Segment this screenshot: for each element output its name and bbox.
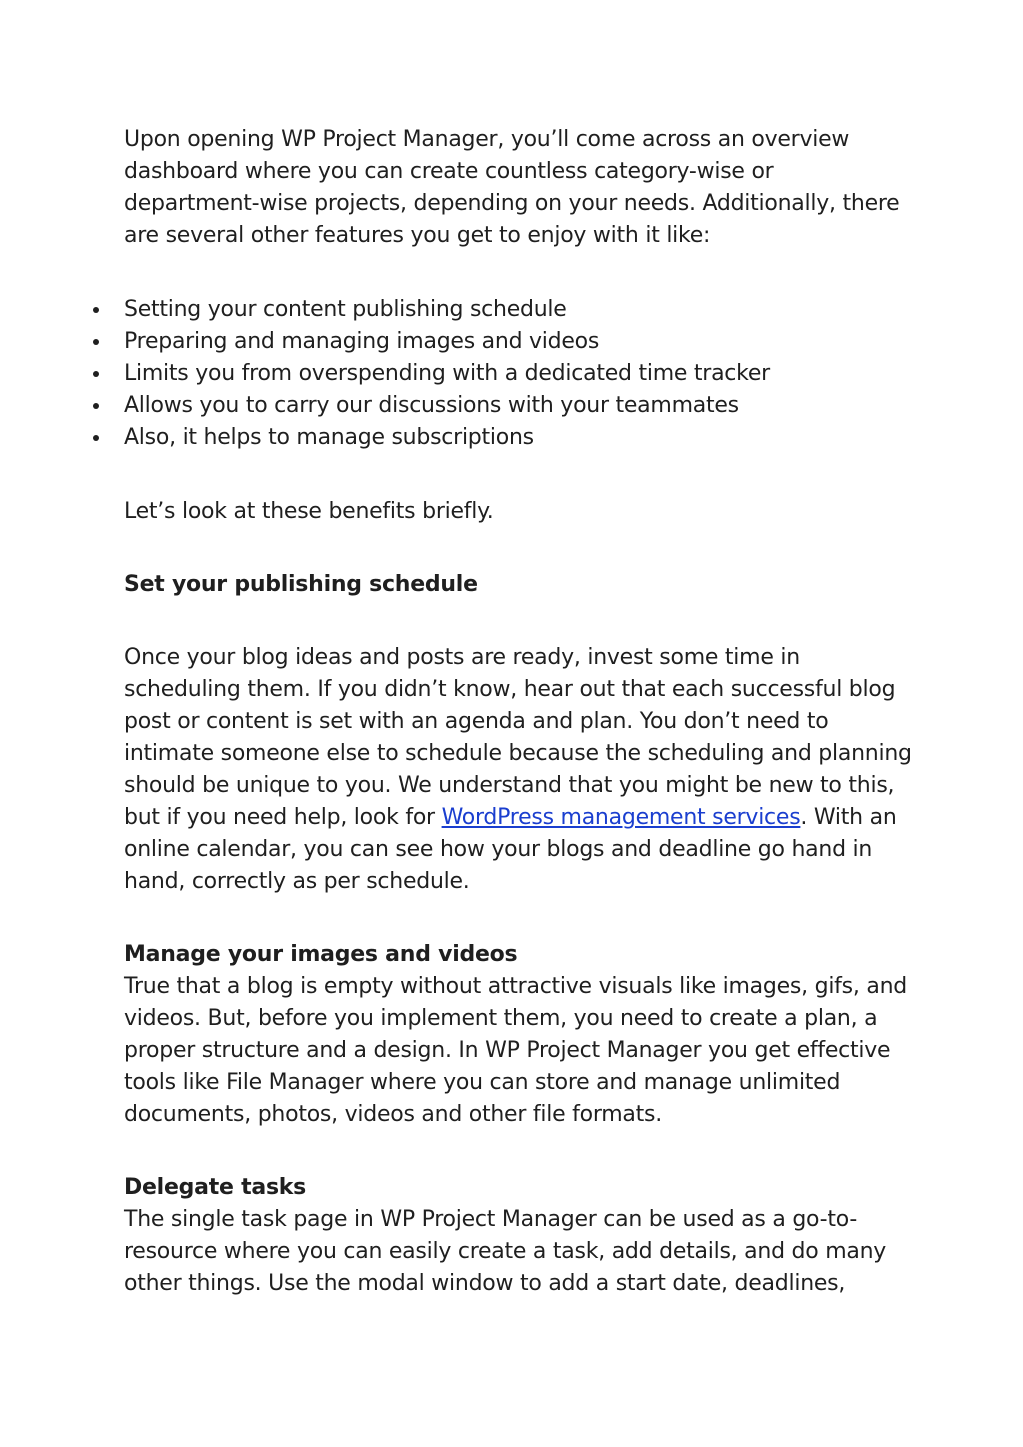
media-paragraph: True that a blog is empty without attractive visuals like images, gifs, and videos. But, before you implement them, you need to create a plan, a proper structure and a design. In WP Project Manager you get effective tools like File Manager where you can store and manage unlimited documents, photos, videos and other file formats.: [124, 974, 908, 1127]
list-item: [124, 390, 914, 422]
delegate-paragraph: The single task page in WP Project Manager can be used as a go-to-resource where you can easily create a task, add details, and do many other things. Use the modal window to add a start date, deadlines,: [124, 1207, 887, 1296]
list-item-text: Setting your content publishing schedule: [124, 297, 567, 322]
spacer: [124, 528, 914, 569]
list-item: [124, 422, 914, 454]
list-item-text: Also, it helps to manage subscriptions: [124, 425, 534, 450]
list-item-text: Preparing and managing images and videos: [124, 329, 600, 354]
list-item-text: Limits you from overspending with a dedicated time tracker: [124, 361, 770, 386]
bullet-icon: [93, 371, 99, 377]
intro-paragraph: Upon opening WP Project Manager, you’ll come across an overview dashboard where you can create countless category-wise or department-wise projects, depending on your needs. Additionally, there are several other features you get to enjoy with it like:: [124, 127, 900, 248]
section-heading-media: Manage your images and videos: [124, 942, 518, 967]
bullet-icon: [93, 403, 99, 409]
list-item-text: Allows you to carry our discussions with your teammates: [124, 393, 739, 418]
wordpress-services-link[interactable]: WordPress management services: [441, 805, 801, 830]
list-item: [124, 326, 914, 358]
spacer: [124, 454, 914, 496]
section-heading-schedule: Set your publishing schedule: [124, 572, 478, 597]
feature-list: [124, 294, 914, 454]
spacer: [124, 1131, 914, 1172]
bullet-icon: [93, 435, 99, 441]
bullet-icon: [93, 307, 99, 313]
document-page: [124, 124, 914, 1300]
schedule-text-after-link: . With an online calendar, you can see how your blogs and deadline go hand in hand, correctly as per schedule.: [124, 805, 897, 894]
schedule-text-before-link: Once your blog ideas and posts are ready, invest some time in scheduling them. If you didn’t know, hear out that each successful blog post or content is set with an agenda and plan. You don’t need to intimate someone else to schedule because the scheduling and planning should be unique to you. We understand that you might be new to this, but if you need help, look for: [124, 645, 912, 830]
list-item: [124, 358, 914, 390]
section-heading-delegate: Delegate tasks: [124, 1175, 307, 1200]
spacer: [124, 252, 914, 294]
transition-paragraph: Let’s look at these benefits briefly.: [124, 499, 494, 524]
schedule-paragraph: [124, 642, 914, 898]
spacer: [124, 898, 914, 939]
spacer: [124, 601, 914, 642]
bullet-icon: [93, 339, 99, 345]
list-item: [124, 294, 914, 326]
